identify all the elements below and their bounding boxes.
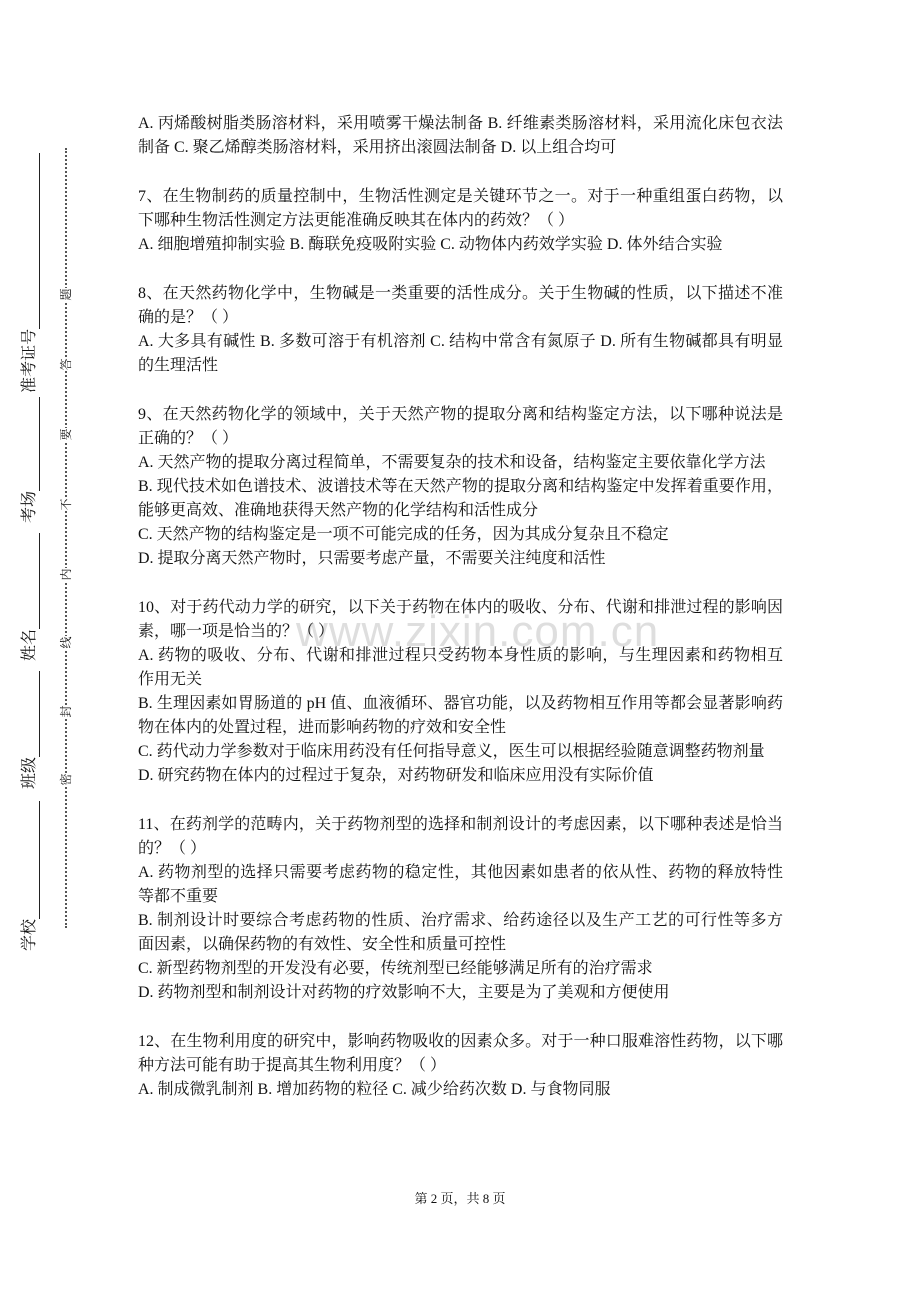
candidate-info-margin xyxy=(20,150,40,955)
option-line: B. 制剂设计时要综合考虑药物的性质、治疗需求、给药途径以及生产工艺的可行性等多方 xyxy=(138,912,783,929)
admission-number-field xyxy=(20,153,40,393)
seal-line xyxy=(59,148,73,928)
seal-line-char: 线 xyxy=(59,636,73,649)
question-stem-line: 12、在生物利用度的研究中，影响药物吸收的因素众多。对于一种口服难溶性药物，以下哪 xyxy=(138,1033,783,1050)
question-stem-line: 确的是？（ ） xyxy=(138,309,239,326)
name-label: 姓名 xyxy=(21,628,38,661)
watermark: www.zixin.com.cn xyxy=(296,607,660,656)
option-line: 制备 C. 聚乙烯醇类肠溶材料，采用挤出滚圆法制备 D. 以上组合均可 xyxy=(138,139,617,156)
question-10 xyxy=(138,596,783,788)
seal-line-char: 题 xyxy=(59,288,73,301)
seal-line-char: 密 xyxy=(59,773,73,786)
option-line: D. 药物剂型和制剂设计对药物的疗效影响不大，主要是为了美观和方便使用 xyxy=(138,984,670,1001)
option-line: 物在体内的处置过程，进而影响药物的疗效和安全性 xyxy=(138,719,507,736)
question-content xyxy=(138,112,783,1102)
seal-line-char: 要 xyxy=(59,428,73,441)
option-line: D. 研究药物在体内的过程过于复杂，对药物研发和临床应用没有实际价值 xyxy=(138,767,654,784)
option-line: A. 大多具有碱性 B. 多数可溶于有机溶剂 C. 结构中常含有氮原子 D. 所有生物碱都具有明显 xyxy=(138,333,783,350)
exam-room-field xyxy=(20,397,40,523)
name-blank xyxy=(20,533,40,629)
seal-line-char: 不 xyxy=(59,498,73,511)
question-7 xyxy=(138,185,783,257)
option-line: A. 药物剂型的选择只需要考虑药物的稳定性，其他因素如患者的依从性、药物的释放特性 xyxy=(138,864,783,881)
question-stem-line: 素，哪一项是恰当的？（ ） xyxy=(138,623,335,640)
class-label: 班级 xyxy=(21,756,38,789)
option-line: A. 制成微乳制剂 B. 增加药物的粒径 C. 减少给药次数 D. 与食物同服 xyxy=(138,1081,611,1098)
question-stem-line: 7、在生物制药的质量控制中，生物活性测定是关键环节之一。对于一种重组蛋白药物，以 xyxy=(138,188,783,205)
question-stem-line: 8、在天然药物化学中，生物碱是一类重要的活性成分。关于生物碱的性质，以下描述不准 xyxy=(138,285,783,302)
option-line: 能够更高效、准确地获得天然产物的化学结构和活性成分 xyxy=(138,502,539,519)
question-stem-line: 9、在天然药物化学的领域中，关于天然产物的提取分离和结构鉴定方法，以下哪种说法是 xyxy=(138,406,783,423)
class-field xyxy=(20,671,40,789)
question-stem-line: 10、对于药代动力学的研究，以下关于药物在体内的吸收、分布、代谢和排泄过程的影响因 xyxy=(138,599,783,616)
admission-number-blank xyxy=(20,153,40,329)
option-line: A. 丙烯酸树脂类肠溶材料，采用喷雾干燥法制备 B. 纤维素类肠溶材料，采用流化床包衣法 xyxy=(138,115,783,132)
question-8 xyxy=(138,282,783,378)
page-number: 第 2 页，共 8 页 xyxy=(414,1191,506,1206)
seal-dotted-line xyxy=(65,148,67,928)
option-line: A. 天然产物的提取分离过程简单，不需要复杂的技术和设备，结构鉴定主要依靠化学方法 xyxy=(138,454,766,471)
exam-room-label: 考场 xyxy=(21,490,38,523)
option-line: 作用无关 xyxy=(138,671,203,688)
option-line: C. 药代动力学参数对于临床用药没有任何指导意义，医生可以根据经验随意调整药物剂量 xyxy=(138,743,765,760)
question-stem-line: 种方法可能有助于提高其生物利用度？（ ） xyxy=(138,1057,447,1074)
question-12 xyxy=(138,1030,783,1102)
question-9 xyxy=(138,403,783,571)
option-line: B. 生理因素如胃肠道的 pH 值、血液循环、器官功能，以及药物相互作用等都会显著影响药 xyxy=(138,695,783,712)
option-line: B. 现代技术如色谱技术、波谱技术等在天然产物的提取分离和结构鉴定中发挥着重要作用， xyxy=(138,478,783,495)
question-stem-line: 11、在药剂学的范畴内，关于药物剂型的选择和制剂设计的考虑因素，以下哪种表述是恰当 xyxy=(138,816,783,833)
question-stem-line: 下哪种生物活性测定方法更能准确反映其在体内的药效？（ ） xyxy=(138,212,575,229)
option-line: A. 药物的吸收、分布、代谢和排泄过程只受药物本身性质的影响，与生理因素和药物相互 xyxy=(138,647,783,664)
exam-room-blank xyxy=(20,397,40,491)
option-line: A. 细胞增殖抑制实验 B. 酶联免疫吸附实验 C. 动物体内药效学实验 D. 体外结合实验 xyxy=(138,236,723,253)
option-line: C. 天然产物的结构鉴定是一项不可能完成的任务，因为其成分复杂且不稳定 xyxy=(138,526,669,543)
seal-line-char: 内 xyxy=(59,568,73,581)
question-stem-line: 正确的？（ ） xyxy=(138,430,239,447)
option-line: D. 提取分离天然产物时，只需要考虑产量，不需要关注纯度和活性 xyxy=(138,550,606,567)
option-line: 的生理活性 xyxy=(138,357,219,374)
question-11 xyxy=(138,813,783,1005)
school-blank xyxy=(20,801,40,919)
question-6-options xyxy=(138,112,783,160)
seal-line-char: 封 xyxy=(59,705,73,718)
admission-number-label: 准考证号 xyxy=(21,328,38,393)
question-stem-line: 的？（ ） xyxy=(138,840,207,857)
option-line: 面因素，以确保药物的有效性、安全性和质量可控性 xyxy=(138,936,507,953)
class-blank xyxy=(20,671,40,757)
option-line: 等都不重要 xyxy=(138,888,219,905)
name-field xyxy=(20,533,40,661)
option-line: C. 新型药物剂型的开发没有必要，传统剂型已经能够满足所有的治疗需求 xyxy=(138,960,653,977)
school-label: 学校 xyxy=(21,918,38,951)
school-field xyxy=(20,801,40,951)
seal-line-char: 答 xyxy=(59,358,73,371)
